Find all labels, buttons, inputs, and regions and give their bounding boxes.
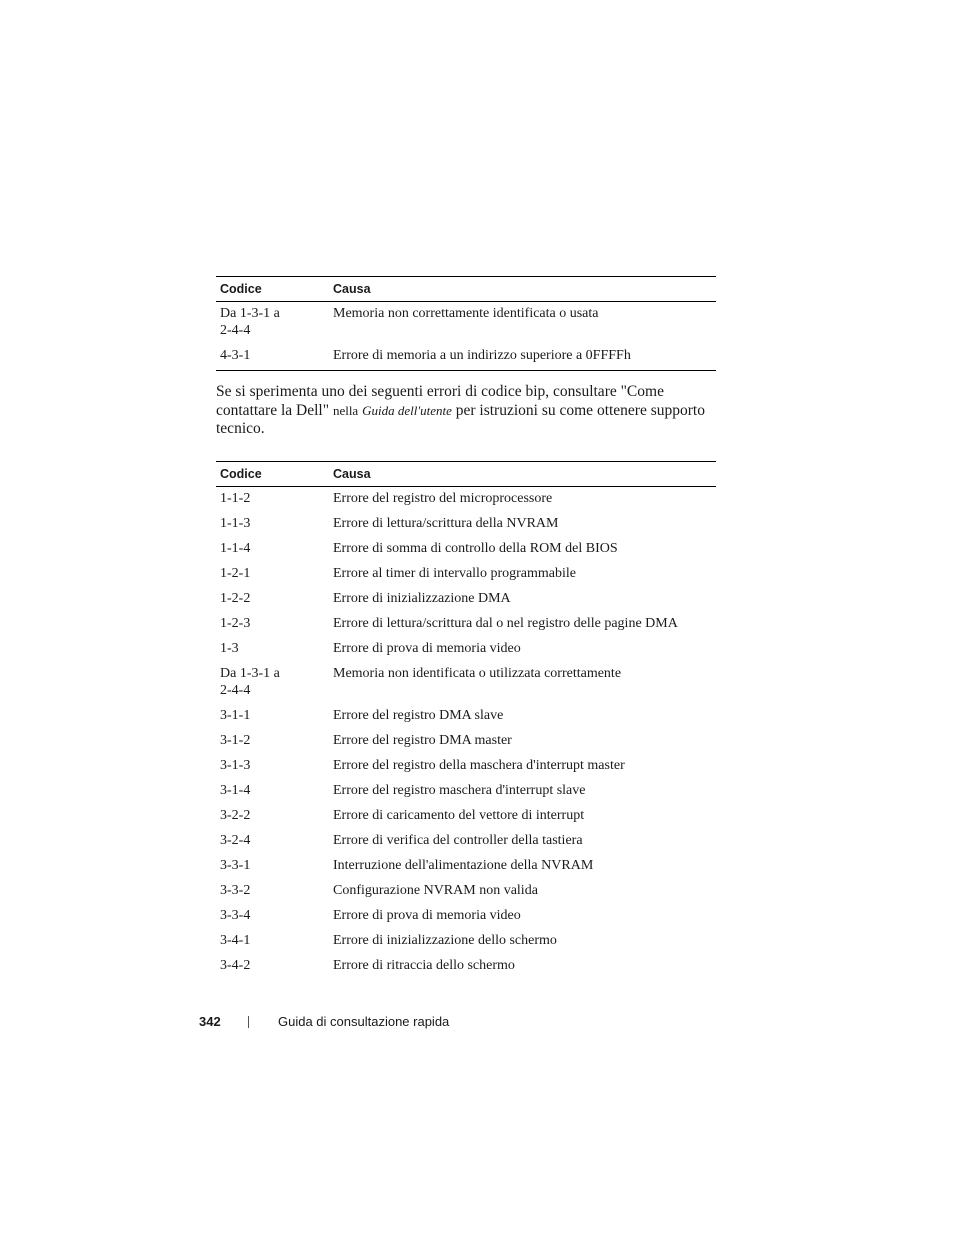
- footer-title: Guida di consultazione rapida: [278, 1014, 450, 1029]
- code-cell: 1-1-4: [220, 541, 251, 556]
- code-cell: 3-4-2: [220, 958, 251, 973]
- code-text: Da 1-3-1 a 2-4-4: [220, 306, 280, 338]
- code-cell: 3-2-2: [220, 808, 251, 823]
- table-row: [216, 537, 716, 562]
- table-row: [216, 344, 716, 371]
- table-row: [216, 779, 716, 804]
- table-row: [216, 612, 716, 637]
- code-cell: [216, 302, 329, 345]
- code-cell: 1-1-2: [220, 491, 251, 506]
- code-cell: 3-3-1: [220, 858, 251, 873]
- code-cell: 3-3-4: [220, 908, 251, 923]
- footer-separator: [248, 1016, 249, 1028]
- cause-cell: Errore del registro maschera d'interrupt slave: [333, 783, 586, 798]
- table-row: [216, 754, 716, 779]
- table-row: [216, 487, 716, 513]
- cause-cell: Interruzione dell'alimentazione della NVRAM: [333, 858, 594, 873]
- code-cell: [216, 662, 329, 704]
- code-cell: 3-3-2: [220, 883, 251, 898]
- table-row: [216, 829, 716, 854]
- table-row: [216, 854, 716, 879]
- second-code-table-wrapper: [216, 461, 716, 980]
- code-cell: 3-1-3: [220, 758, 251, 773]
- cause-cell: Errore del registro della maschera d'interrupt master: [333, 758, 625, 773]
- header-code: Codice: [216, 277, 329, 302]
- table-row: [216, 729, 716, 754]
- table-row: [216, 954, 716, 980]
- paragraph-wrapper: [216, 383, 716, 439]
- cause-cell: Errore di memoria a un indirizzo superiore a 0FFFFh: [333, 348, 631, 363]
- code-cell: 3-1-1: [220, 708, 251, 723]
- beep-code-table-1: [216, 276, 716, 371]
- cause-cell: Errore del registro DMA master: [333, 733, 512, 748]
- table-header-row: [216, 462, 716, 487]
- header-cause: Causa: [329, 277, 716, 302]
- table-header-row: [216, 277, 716, 302]
- code-cell: 3-2-4: [220, 833, 251, 848]
- instruction-paragraph: [216, 383, 716, 439]
- first-code-table-wrapper: [216, 276, 716, 371]
- cause-cell: Errore di verifica del controller della tastiera: [333, 833, 583, 848]
- table-row: [216, 929, 716, 954]
- table-row: [216, 662, 716, 704]
- table-row: [216, 904, 716, 929]
- beep-code-table-2: [216, 461, 716, 980]
- code-cell: 1-2-3: [220, 616, 251, 631]
- cause-cell: Errore di inizializzazione DMA: [333, 591, 511, 606]
- table-row: [216, 302, 716, 345]
- code-cell: 4-3-1: [220, 348, 251, 363]
- cause-cell: Configurazione NVRAM non valida: [333, 883, 538, 898]
- table-row: [216, 637, 716, 662]
- header-code: Codice: [216, 462, 329, 487]
- code-cell: 1-2-2: [220, 591, 251, 606]
- table-row: [216, 562, 716, 587]
- table-row: [216, 587, 716, 612]
- table-row: [216, 512, 716, 537]
- page-footer: [199, 1014, 449, 1029]
- cause-cell: Errore di lettura/scrittura dal o nel registro delle pagine DMA: [333, 616, 678, 631]
- user-guide-title: Guida dell'utente: [362, 402, 452, 418]
- cause-cell: Memoria non identificata o utilizzata correttamente: [333, 666, 622, 681]
- cause-cell: Errore del registro DMA slave: [333, 708, 504, 723]
- cause-cell: Errore di lettura/scrittura della NVRAM: [333, 516, 559, 531]
- code-cell: 3-1-2: [220, 733, 251, 748]
- code-cell: 1-2-1: [220, 566, 251, 581]
- table-row: [216, 804, 716, 829]
- cause-cell: Errore di somma di controllo della ROM del BIOS: [333, 541, 618, 556]
- cause-cell: Errore di inizializzazione dello schermo: [333, 933, 557, 948]
- table-row: [216, 879, 716, 904]
- cause-cell: Errore di ritraccia dello schermo: [333, 958, 515, 973]
- code-text: Da 1-3-1 a 2-4-4: [220, 666, 280, 698]
- cause-cell: Errore al timer di intervallo programmabile: [333, 566, 576, 581]
- cause-cell: Errore del registro del microprocessore: [333, 491, 553, 506]
- code-cell: 1-3: [220, 641, 239, 656]
- cause-cell: Memoria non correttamente identificata o usata: [333, 306, 599, 321]
- code-cell: 1-1-3: [220, 516, 251, 531]
- paragraph-text-2: nella: [332, 402, 359, 418]
- paragraph-text-4: per istruzioni su come ottenere supporto tecnico.: [216, 401, 705, 437]
- cause-cell: Errore di caricamento del vettore di interrupt: [333, 808, 585, 823]
- cause-cell: Errore di prova di memoria video: [333, 641, 521, 656]
- table-row: [216, 704, 716, 729]
- paragraph-text-1: Se si sperimenta uno dei seguenti errori di codice bip, consultare "Come contattare la Dell": [216, 383, 664, 419]
- code-cell: 3-1-4: [220, 783, 251, 798]
- header-cause: Causa: [329, 462, 716, 487]
- code-cell: 3-4-1: [220, 933, 251, 948]
- cause-cell: Errore di prova di memoria video: [333, 908, 521, 923]
- page-number: 342: [199, 1014, 221, 1029]
